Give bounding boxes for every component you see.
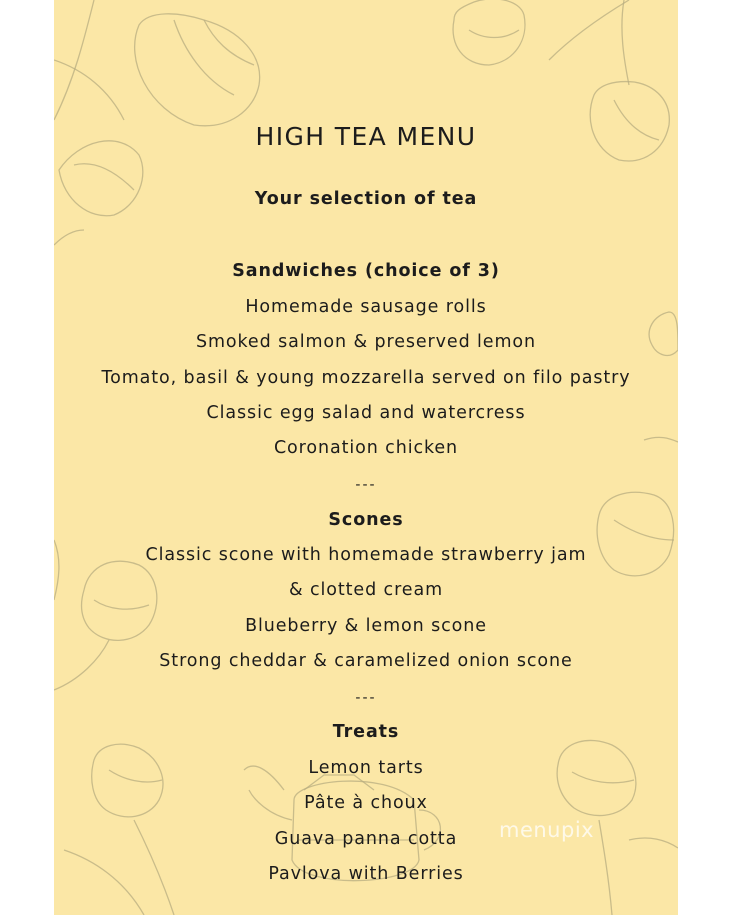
scones-heading: Scones — [328, 510, 404, 530]
section-separator: --- — [355, 477, 377, 493]
menu-title: HIGH TEA MENU — [255, 122, 477, 151]
menu-item: Pavlova with Berries — [268, 864, 464, 884]
menu-item: Blueberry & lemon scone — [245, 616, 487, 636]
menu-item: Strong cheddar & caramelized onion scone — [159, 651, 573, 671]
treats-heading: Treats — [332, 722, 400, 742]
tea-selection: Your selection of tea — [254, 189, 478, 209]
menu-item: Classic egg salad and watercress — [206, 403, 526, 423]
menu-item: & clotted cream — [288, 580, 444, 600]
menu-item: Classic scone with homemade strawberry jam — [145, 545, 587, 565]
menu-item: Lemon tarts — [308, 758, 424, 778]
menu-item: Guava panna cotta — [274, 829, 458, 849]
menu-item: Coronation chicken — [273, 438, 459, 458]
section-separator: --- — [355, 690, 377, 706]
menu-item: Tomato, basil & young mozzarella served on filo pastry — [101, 368, 631, 388]
menu-item: Smoked salmon & preserved lemon — [195, 332, 537, 352]
menu-content — [54, 0, 678, 915]
sandwiches-heading: Sandwiches (choice of 3) — [232, 261, 500, 281]
watermark-logo: menupix — [499, 818, 595, 842]
menu-item: Pâte à choux — [304, 793, 428, 813]
menu-item: Homemade sausage rolls — [245, 297, 487, 317]
menu-page — [54, 0, 678, 915]
